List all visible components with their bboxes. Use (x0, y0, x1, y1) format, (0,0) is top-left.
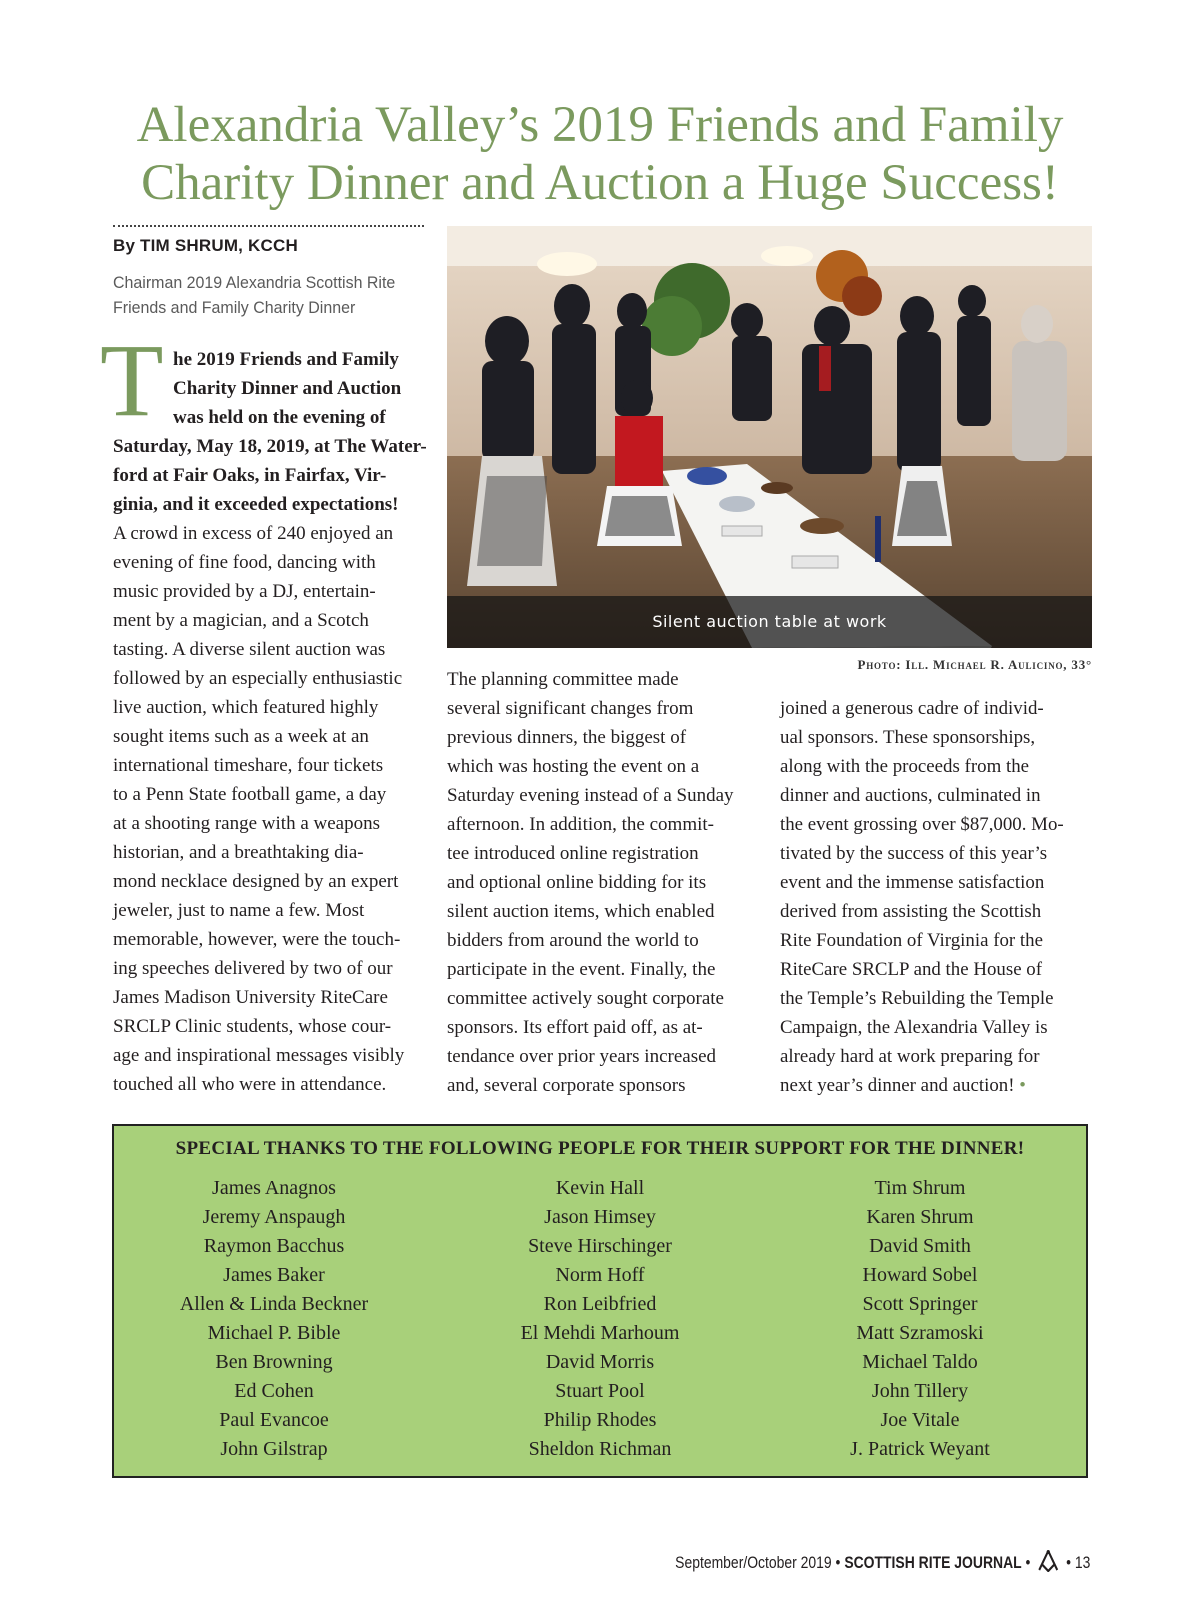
author-role (113, 270, 443, 320)
body-line: sought items such as a week at an (113, 726, 369, 747)
names-column-2 (440, 1174, 760, 1464)
supporter-name: John Gilstrap (220, 1438, 328, 1460)
body-line: bidders from around the world to (447, 930, 699, 951)
body-line: jeweler, just to name a few. Most (113, 900, 365, 921)
supporter-name: Raymon Bacchus (203, 1235, 345, 1257)
supporter-name: Sheldon Richman (528, 1438, 672, 1460)
body-line: and optional online bidding for its (447, 872, 707, 893)
body-line: tee introduced online registration (447, 843, 699, 864)
body-line: tendance over prior years increased (447, 1046, 717, 1067)
supporter-name: Norm Hoff (555, 1264, 645, 1286)
body-line: silent auction items, which enabled (447, 901, 715, 922)
supporter-name: David Morris (545, 1351, 655, 1373)
photo-credit: Photo: Ill. Michael R. Aulicino, 33° (857, 657, 1092, 672)
body-line: The planning committee made (447, 669, 679, 690)
names-column-3 (760, 1174, 1080, 1464)
names-column-1 (114, 1174, 434, 1464)
body-line: Rite Foundation of Virginia for the (780, 930, 1044, 951)
byline-divider (113, 225, 424, 227)
body-line: ment by a magician, and a Scotch (113, 610, 369, 631)
byline: By TIM SHRUM, KCCH (113, 236, 298, 255)
footer-separator: • (1061, 1553, 1075, 1572)
issue-date: September/October 2019 (674, 1553, 832, 1572)
body-line: ing speeches delivered by two of our (113, 958, 393, 979)
body-line: derived from assisting the Scottish (780, 901, 1042, 922)
body-line: age and inspirational messages visibly (113, 1045, 405, 1066)
body-line: several significant changes from (447, 698, 694, 719)
body-line: participate in the event. Finally, the (447, 959, 716, 980)
body-line: Saturday, May 18, 2019, at The Water- (113, 436, 427, 457)
body-line: which was hosting the event on a (447, 756, 700, 777)
supporter-name: Paul Evancoe (219, 1409, 329, 1431)
body-line: already hard at work preparing for (780, 1046, 1040, 1067)
body-line (780, 1071, 1098, 1100)
body-line: to a Penn State football game, a day (113, 784, 387, 805)
drop-cap: T (100, 323, 164, 438)
article-title (100, 96, 1100, 212)
special-thanks-heading: SPECIAL THANKS TO THE FOLLOWING PEOPLE FOR THEIR SUPPORT FOR THE DINNER! (175, 1138, 1025, 1159)
supporter-name: Karen Shrum (866, 1206, 974, 1228)
supporter-name: Jeremy Anspaugh (202, 1206, 346, 1228)
body-line: music provided by a DJ, entertain- (113, 581, 376, 602)
supporter-name: Joe Vitale (880, 1409, 960, 1431)
supporter-name: Michael P. Bible (207, 1322, 341, 1344)
body-line: dinner and auctions, culminated in (780, 785, 1041, 806)
body-line: was held on the evening of (173, 407, 386, 428)
body-line: the Temple’s Rebuilding the Temple (780, 988, 1054, 1009)
supporter-name: Jason Himsey (544, 1206, 656, 1228)
footer-separator: • (1021, 1553, 1034, 1572)
body-line: SRCLP Clinic students, whose cour- (113, 1016, 392, 1037)
supporter-name: Philip Rhodes (543, 1409, 657, 1431)
supporter-name: El Mehdi Marhoum (520, 1322, 680, 1344)
body-line: memorable, however, were the touch- (113, 929, 401, 950)
photo-illustration (447, 226, 1092, 648)
body-line: the event grossing over $87,000. Mo- (780, 814, 1064, 835)
body-line: next year’s dinner and auction! (780, 1075, 1015, 1096)
body-line: live auction, which featured highly (113, 697, 379, 718)
body-line: RiteCare SRCLP and the House of (780, 959, 1043, 980)
article-end-mark: • (1019, 1075, 1026, 1096)
body-line: tivated by the success of this year’s (780, 843, 1048, 864)
body-line: tasting. A diverse silent auction was (113, 639, 386, 660)
body-line: sponsors. Its effort paid off, as at- (447, 1017, 703, 1038)
supporter-name: John Tillery (871, 1380, 969, 1402)
supporter-name: J. Patrick Weyant (850, 1438, 990, 1460)
body-line: ual sponsors. These sponsorships, (780, 727, 1036, 748)
special-thanks-box (112, 1124, 1088, 1478)
supporter-name: Stuart Pool (555, 1380, 645, 1402)
supporter-name: Kevin Hall (555, 1177, 645, 1199)
body-line: at a shooting range with a weapons (113, 813, 380, 834)
supporter-name: Steve Hirschinger (528, 1235, 672, 1257)
author-role-line: Chairman 2019 Alexandria Scottish Rite (113, 273, 396, 292)
body-line: Saturday evening instead of a Sunday (447, 785, 734, 806)
supporter-name: Ron Leibfried (543, 1293, 657, 1315)
page-number: 13 (1074, 1553, 1090, 1572)
author-role-line: Friends and Family Charity Dinner (113, 298, 356, 317)
page-footer (675, 1550, 1090, 1577)
body-line: A crowd in excess of 240 enjoyed an (113, 523, 394, 544)
footer-separator: • (831, 1553, 844, 1572)
body-line: mond necklace designed by an expert (113, 871, 399, 892)
body-line: touched all who were in attendance. (113, 1074, 387, 1095)
body-line: event and the immense satisfaction (780, 872, 1045, 893)
body-column-1 (113, 345, 428, 1099)
body-line: Charity Dinner and Auction (173, 378, 402, 399)
body-line: international timeshare, four tickets (113, 755, 384, 776)
body-line: historian, and a breathtaking dia- (113, 842, 364, 863)
body-line: Campaign, the Alexandria Valley is (780, 1017, 1048, 1038)
supporter-name: Matt Szramoski (856, 1322, 984, 1344)
supporter-name: Allen & Linda Beckner (179, 1293, 369, 1315)
body-line: followed by an especially enthusiastic (113, 668, 403, 689)
supporter-name: Howard Sobel (862, 1264, 978, 1286)
supporter-name: Scott Springer (862, 1293, 978, 1315)
supporter-name: David Smith (869, 1235, 971, 1257)
body-line: afternoon. In addition, the commit- (447, 814, 714, 835)
event-photo (447, 226, 1092, 648)
body-line: and, several corporate sponsors (447, 1075, 686, 1096)
body-line: joined a generous cadre of individ- (780, 698, 1044, 719)
supporter-name: Michael Taldo (862, 1351, 978, 1373)
title-line: Alexandria Valley’s 2019 Friends and Family (136, 97, 1064, 153)
supporter-name: Ed Cohen (234, 1380, 314, 1402)
square-and-compass-icon (1037, 1550, 1058, 1577)
body-line: evening of fine food, dancing with (113, 552, 376, 573)
supporter-name: James Anagnos (212, 1177, 336, 1199)
body-column-2 (447, 665, 767, 1100)
body-line: ginia, and it exceeded expectations! (113, 494, 399, 515)
body-line: previous dinners, the biggest of (447, 727, 687, 748)
journal-name: SCOTTISH RITE JOURNAL (843, 1553, 1022, 1572)
body-line: James Madison University RiteCare (113, 987, 388, 1008)
supporter-name: Tim Shrum (874, 1177, 966, 1199)
body-line: he 2019 Friends and Family (173, 349, 399, 370)
body-column-3 (780, 694, 1100, 1100)
supporter-name: Ben Browning (215, 1351, 333, 1373)
body-line: ford at Fair Oaks, in Fairfax, Vir- (113, 465, 387, 486)
supporter-name: James Baker (223, 1264, 325, 1286)
title-line: Charity Dinner and Auction a Huge Success! (141, 155, 1059, 211)
body-line: along with the proceeds from the (780, 756, 1030, 777)
photo-caption: Silent auction table at work (447, 596, 1092, 648)
body-line: committee actively sought corporate (447, 988, 724, 1009)
